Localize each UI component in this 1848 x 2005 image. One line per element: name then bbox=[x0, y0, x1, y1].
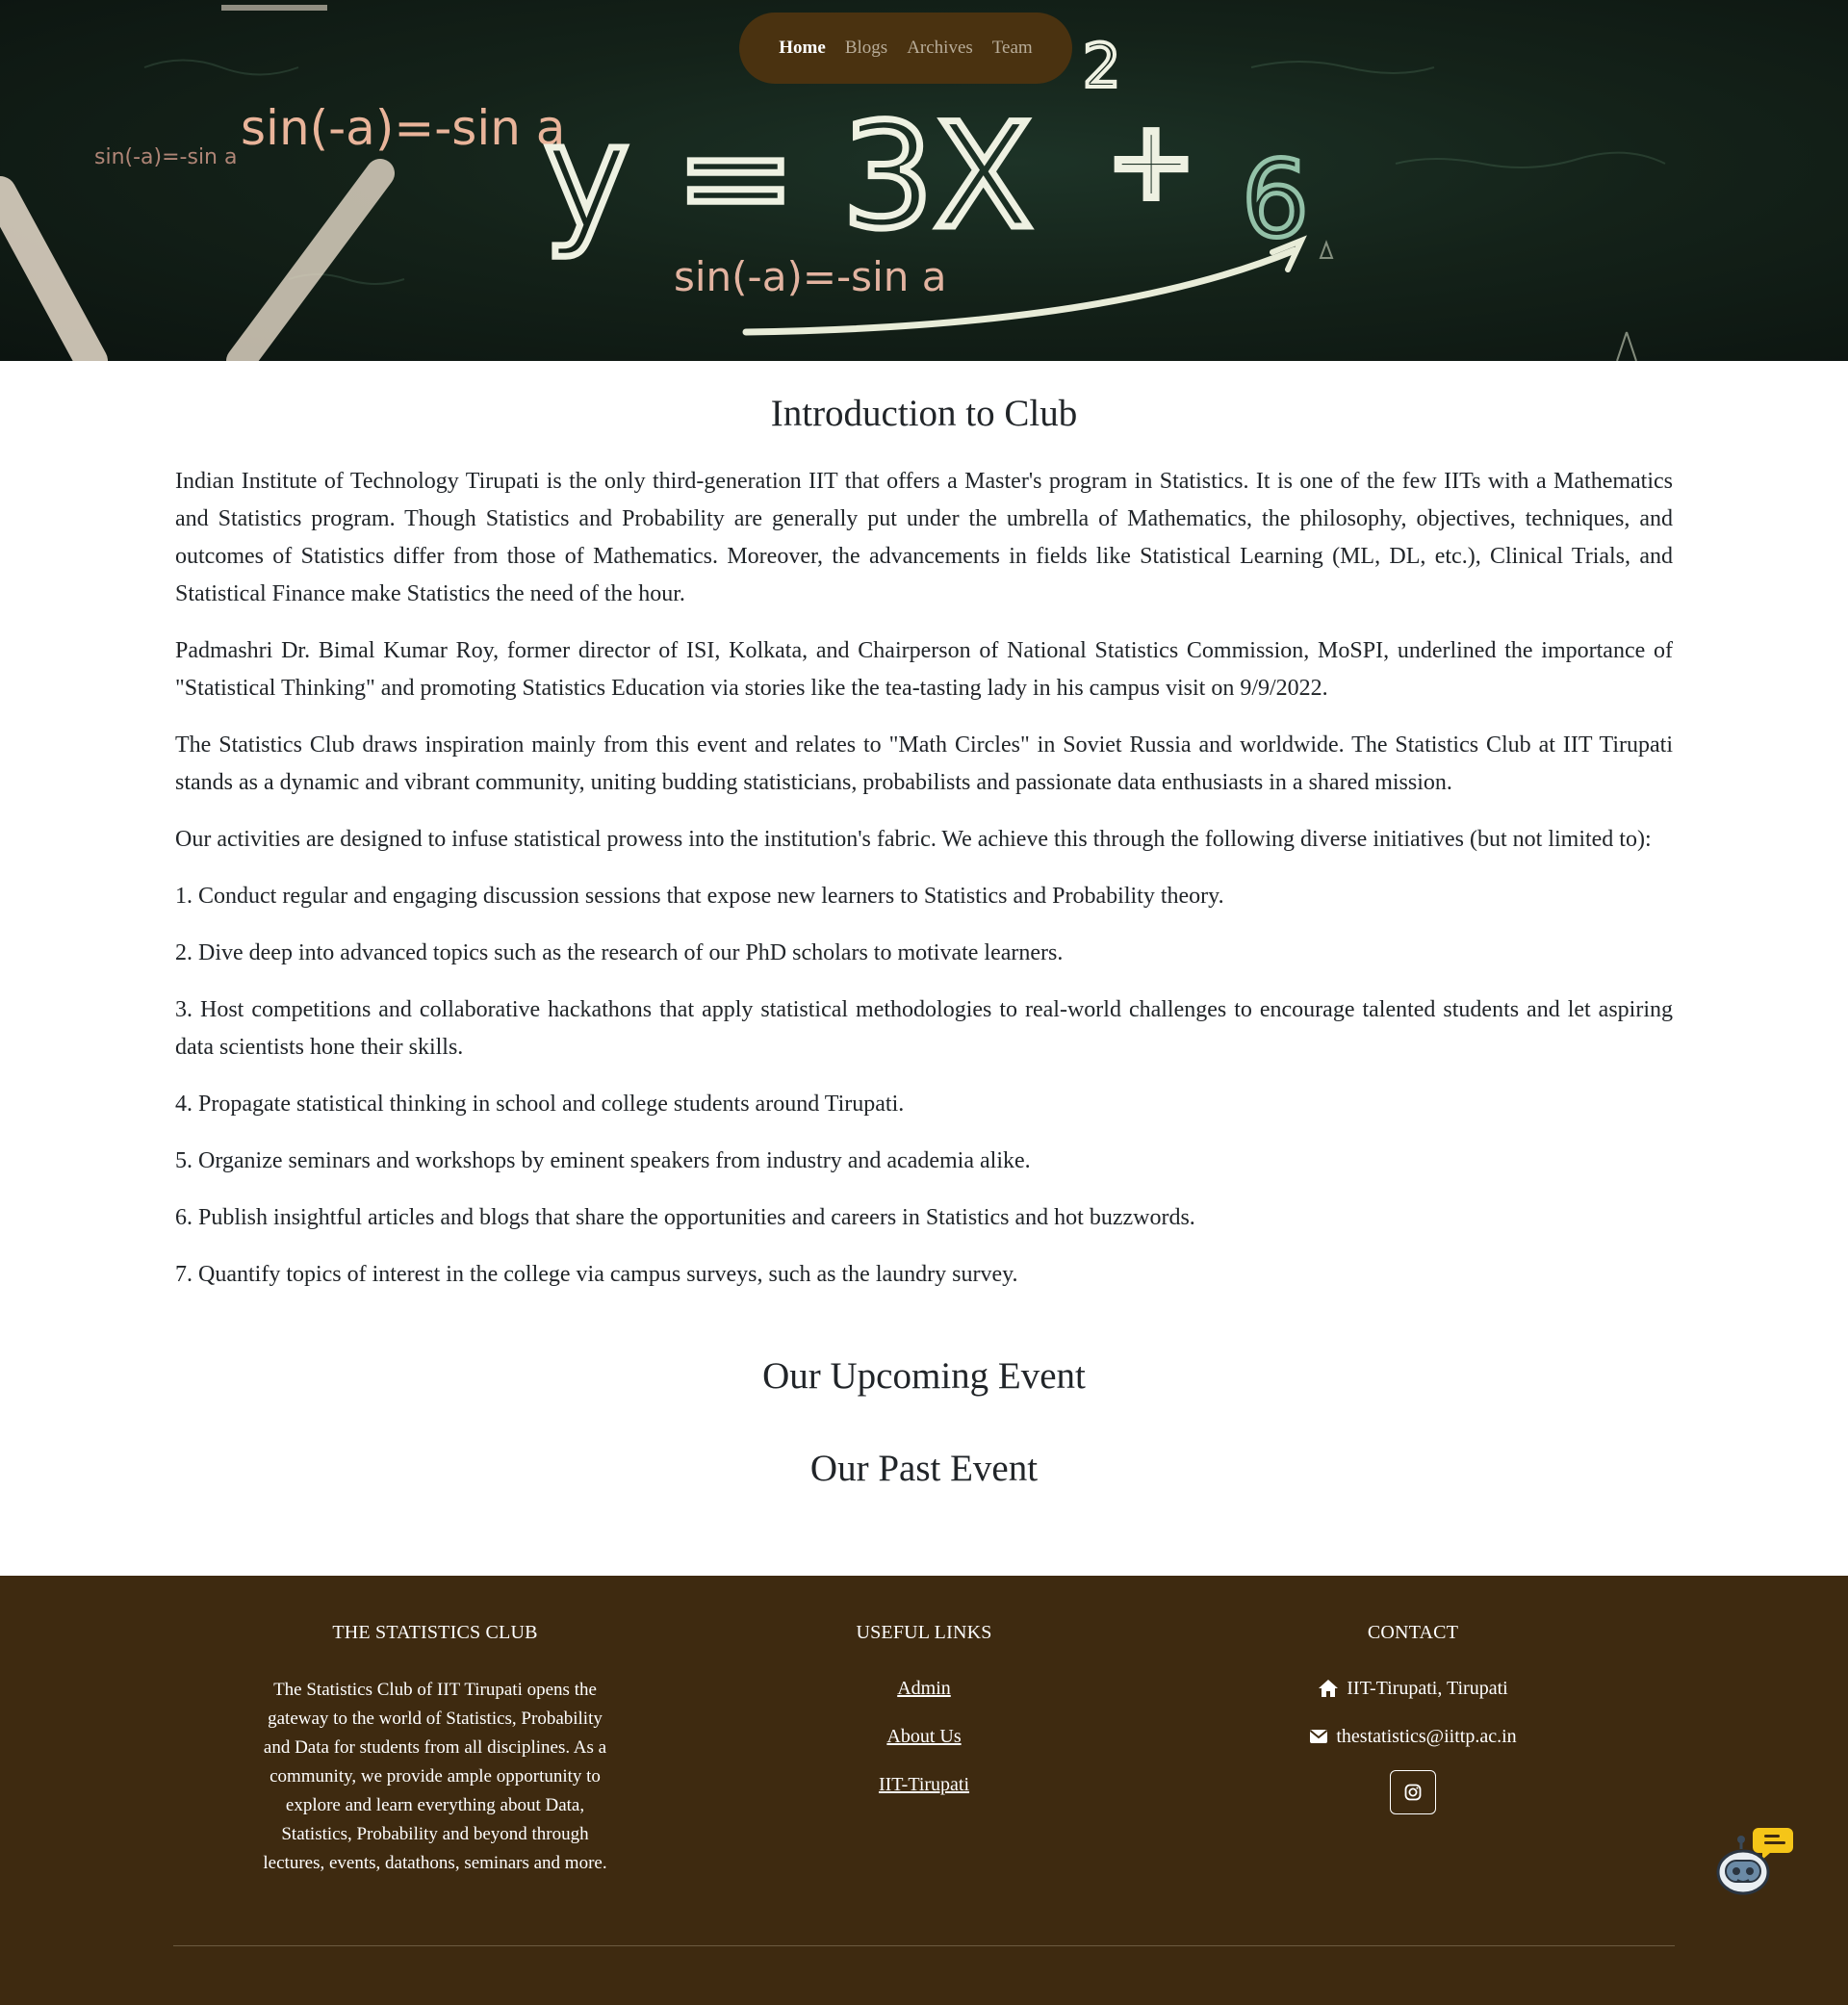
intro-paragraph: The Statistics Club draws inspiration mainly from this event and relates to "Math Circles" in Soviet Russia and worldwide. The Statistics Club at IIT Tirupati stands as a dynamic and vibrant community, uniting budding statisticians, probabilists and passionate data enthusiasts in a shared mission. bbox=[175, 733, 1673, 795]
footer-link-admin[interactable]: Admin bbox=[897, 1678, 951, 1699]
envelope-icon bbox=[1309, 1729, 1328, 1744]
initiative-item: 3. Host competitions and collaborative hackathons that apply statistical methodologies to real-world challenges to encourage talented students and let aspiring data scientists hone their skills. bbox=[175, 997, 1673, 1060]
initiative-item: 7. Quantify topics of interest in the college via campus surveys, such as the laundry survey. bbox=[175, 1262, 1018, 1287]
chalk-equation: y = 3X bbox=[544, 93, 1034, 261]
intro-paragraph: Padmashri Dr. Bimal Kumar Roy, former director of ISI, Kolkata, and Chairperson of National Statistics Commission, MoSPI, underlined the importance of "Statistical Thinking" and promoting Statistics Education via stories like the tea-tasting lady in his campus visit on 9/9/2022. bbox=[175, 638, 1673, 701]
instagram-icon bbox=[1404, 1784, 1422, 1801]
chalk-six: 6 bbox=[1242, 138, 1309, 261]
contact-email-text: thestatistics@iittp.ac.in bbox=[1336, 1726, 1517, 1747]
contact-address bbox=[1220, 1676, 1605, 1701]
footer-links-heading: USEFUL LINKS bbox=[856, 1622, 992, 1643]
initiative-item: 2. Dive deep into advanced topics such as the research of our PhD scholars to motivate learners. bbox=[175, 940, 1064, 965]
nav-blogs[interactable]: Blogs bbox=[844, 38, 888, 58]
contact-email bbox=[1220, 1724, 1605, 1749]
chalk-plus: + bbox=[1107, 99, 1196, 222]
contact-address-text: IIT-Tirupati, Tirupati bbox=[1347, 1678, 1508, 1699]
footer-links bbox=[780, 1622, 1068, 1797]
footer-about bbox=[252, 1622, 618, 1878]
chatbot-launcher[interactable] bbox=[1716, 1822, 1793, 1899]
robot-icon bbox=[1716, 1822, 1793, 1899]
upcoming-event-title: Our Upcoming Event bbox=[762, 1355, 1086, 1397]
initiative-item: 5. Organize seminars and workshops by eminent speakers from industry and academia alike. bbox=[175, 1148, 1031, 1173]
chalk-formula-top: sin(-a)=-sin a bbox=[241, 100, 566, 156]
footer-about-heading: THE STATISTICS CLUB bbox=[332, 1622, 538, 1643]
intro-paragraph: Our activities are designed to infuse statistical prowess into the institution's fabric. We achieve this through the following diverse initiatives (but not limited to): bbox=[175, 827, 1652, 852]
home-icon bbox=[1318, 1679, 1339, 1698]
intro-paragraph: Indian Institute of Technology Tirupati is the only third-generation IIT that offers a Master's program in Statistics. It is one of the few IITs with a Mathematics and Statistics program. Though Statistics and Probability are generally put under the umbrella of Mathematics, the philosophy, objectives, techniques, and outcomes of Statistics differ from those of Mathematics. Moreover, the advancements in fields like Statistical Learning (ML, DL, etc.), Clinical Trials, and Statistical Finance make Statistics the need of the hour. bbox=[175, 469, 1673, 606]
footer-divider bbox=[173, 1945, 1675, 1946]
initiative-item: 4. Propagate statistical thinking in school and college students around Tirupati. bbox=[175, 1092, 905, 1117]
chalk-formula-bottom: sin(-a)=-sin a bbox=[674, 253, 947, 300]
footer-about-text: The Statistics Club of IIT Tirupati opens the gateway to the world of Statistics, Probability and Data for students from all disciplines. As a community, we provide ample opportunity to explore and learn everything about Data, Statistics, Probability and beyond through lectures, events, datathons, seminars and more. bbox=[263, 1680, 607, 1873]
main-nav bbox=[739, 13, 1072, 84]
initiative-item: 1. Conduct regular and engaging discussion sessions that expose new learners to Statistics and Probability theory. bbox=[175, 884, 1224, 909]
past-event-title: Our Past Event bbox=[809, 1448, 1039, 1489]
footer-contact bbox=[1220, 1622, 1605, 1814]
chalk-exponent: 2 bbox=[1083, 31, 1121, 101]
nav-archives[interactable]: Archives bbox=[907, 38, 973, 58]
instagram-button[interactable] bbox=[1390, 1770, 1436, 1814]
site-footer bbox=[0, 1576, 1848, 2005]
nav-team[interactable]: Team bbox=[991, 38, 1033, 58]
initiative-item: 6. Publish insightful articles and blogs that share the opportunities and careers in Statistics and hot buzzwords. bbox=[175, 1205, 1195, 1230]
intro-body bbox=[175, 463, 1673, 1313]
chalk-formula-small: sin(-a)=-sin a bbox=[94, 145, 238, 169]
footer-link-about-us[interactable]: About Us bbox=[886, 1726, 962, 1747]
intro-title: Introduction to Club bbox=[770, 393, 1078, 434]
hero-banner bbox=[0, 0, 1848, 361]
footer-link-iit-tirupati[interactable]: IIT-Tirupati bbox=[878, 1774, 970, 1795]
nav-home[interactable]: Home bbox=[779, 38, 826, 58]
footer-contact-heading: CONTACT bbox=[1367, 1622, 1459, 1643]
